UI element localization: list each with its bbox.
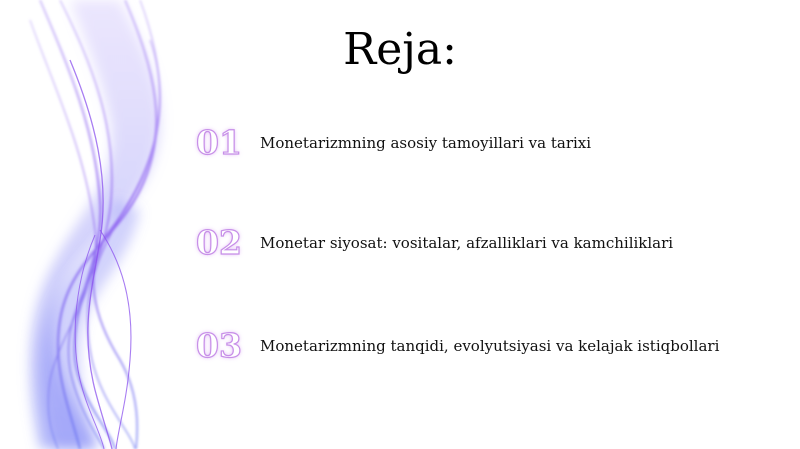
agenda-item-number: 01 — [196, 123, 242, 162]
slide-title: Reja: — [343, 24, 457, 75]
agenda-item-text: Monetarizmning tanqidi, evolyutsiyasi va kelajak istiqbollari — [260, 337, 720, 355]
agenda-item-2 — [196, 221, 776, 265]
purple-smoke-wave-decoration — [0, 0, 200, 449]
agenda-item-1 — [196, 121, 776, 165]
agenda-item-3 — [196, 324, 776, 368]
agenda-item-text: Monetar siyosat: vositalar, afzalliklari va kamchiliklari — [260, 234, 674, 252]
agenda-item-number: 02 — [196, 223, 242, 262]
agenda-item-text: Monetarizmning asosiy tamoyillari va tarixi — [260, 134, 592, 152]
agenda-item-number: 03 — [196, 326, 242, 365]
